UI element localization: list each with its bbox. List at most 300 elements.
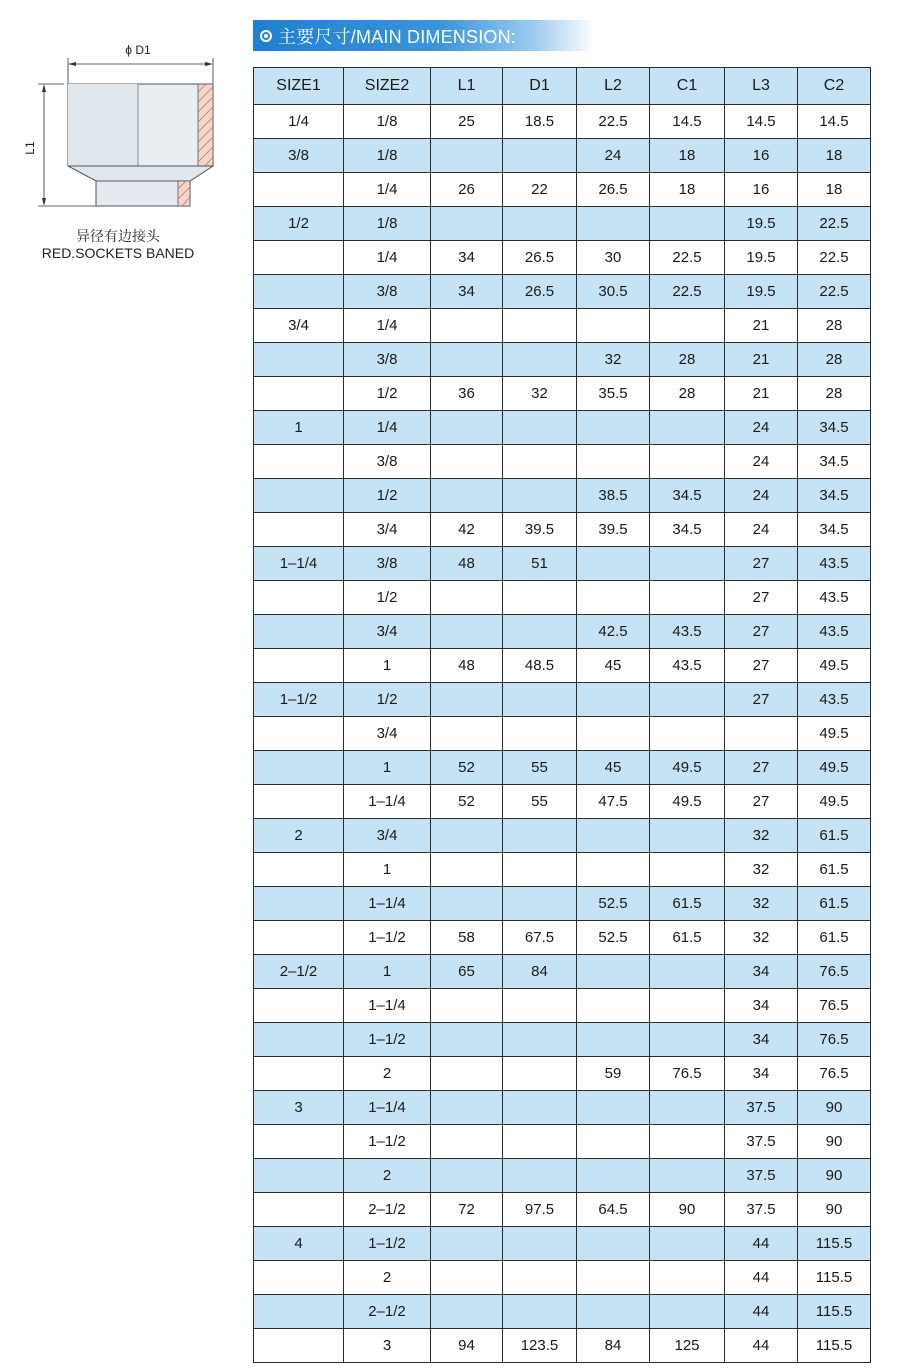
- table-cell: 37.5: [725, 1091, 798, 1125]
- table-cell: [650, 1227, 725, 1261]
- table-cell: [650, 1159, 725, 1193]
- table-cell: 30.5: [577, 275, 650, 309]
- table-cell: [650, 207, 725, 241]
- table-cell: 90: [798, 1193, 871, 1227]
- table-cell: 27: [725, 649, 798, 683]
- table-cell: 49.5: [798, 717, 871, 751]
- table-cell: 14.5: [650, 105, 725, 139]
- table-row: [254, 1159, 871, 1193]
- table-cell: 27: [725, 751, 798, 785]
- table-cell: 52.5: [577, 921, 650, 955]
- table-cell: 30: [577, 241, 650, 275]
- table-cell: 1/2: [344, 377, 431, 411]
- table-cell: 1/4: [254, 105, 344, 139]
- table-cell: 45: [577, 751, 650, 785]
- table-cell: 14.5: [798, 105, 871, 139]
- table-cell: [650, 989, 725, 1023]
- table-row: [254, 513, 871, 547]
- table-cell: 18: [798, 139, 871, 173]
- table-cell: [431, 581, 503, 615]
- table-cell: 97.5: [503, 1193, 577, 1227]
- table-cell: 45: [577, 649, 650, 683]
- table-cell: 32: [725, 887, 798, 921]
- table-row: [254, 955, 871, 989]
- table-cell: 4: [254, 1227, 344, 1261]
- table-row: [254, 1057, 871, 1091]
- table-cell: 25: [431, 105, 503, 139]
- table-cell: 24: [725, 513, 798, 547]
- table-cell: 55: [503, 785, 577, 819]
- table-cell: [254, 717, 344, 751]
- table-cell: 1/4: [344, 173, 431, 207]
- table-cell: 1/2: [344, 479, 431, 513]
- table-cell: [650, 1125, 725, 1159]
- table-cell: [254, 1125, 344, 1159]
- table-cell: [254, 785, 344, 819]
- table-row: [254, 1091, 871, 1125]
- table-cell: [431, 615, 503, 649]
- table-cell: 59: [577, 1057, 650, 1091]
- table-cell: 72: [431, 1193, 503, 1227]
- table-cell: 27: [725, 785, 798, 819]
- table-cell: [254, 275, 344, 309]
- table-cell: 2–1/2: [344, 1193, 431, 1227]
- table-cell: 43.5: [798, 683, 871, 717]
- table-row: [254, 1295, 871, 1329]
- table-cell: [503, 581, 577, 615]
- table-cell: [431, 717, 503, 751]
- table-cell: 1–1/2: [254, 683, 344, 717]
- table-cell: [650, 411, 725, 445]
- table-cell: 37.5: [725, 1159, 798, 1193]
- table-row: [254, 1023, 871, 1057]
- table-cell: 48: [431, 547, 503, 581]
- table-row: [254, 785, 871, 819]
- section-title: 主要尺寸/MAIN DIMENSION:: [278, 26, 517, 47]
- table-cell: 2: [344, 1261, 431, 1295]
- table-cell: [431, 1159, 503, 1193]
- table-cell: 34.5: [798, 513, 871, 547]
- table-cell: [254, 751, 344, 785]
- table-cell: [577, 309, 650, 343]
- table-cell: [503, 1023, 577, 1057]
- table-cell: [254, 853, 344, 887]
- table-cell: [431, 1023, 503, 1057]
- table-row: [254, 241, 871, 275]
- table-cell: 94: [431, 1329, 503, 1363]
- table-cell: 18: [650, 139, 725, 173]
- table-cell: [577, 1091, 650, 1125]
- table-cell: 34: [725, 989, 798, 1023]
- table-cell: [254, 989, 344, 1023]
- table-cell: 22.5: [650, 241, 725, 275]
- table-cell: 27: [725, 581, 798, 615]
- table-cell: [650, 1091, 725, 1125]
- table-cell: 2–1/2: [254, 955, 344, 989]
- table-cell: 49.5: [798, 751, 871, 785]
- table-cell: 3/8: [254, 139, 344, 173]
- column-header: L1: [431, 68, 503, 105]
- table-row: [254, 309, 871, 343]
- table-cell: 26.5: [503, 275, 577, 309]
- table-cell: [503, 1057, 577, 1091]
- table-cell: 48: [431, 649, 503, 683]
- table-cell: [254, 241, 344, 275]
- table-cell: 48.5: [503, 649, 577, 683]
- table-cell: [577, 1159, 650, 1193]
- table-cell: [650, 955, 725, 989]
- table-row: [254, 479, 871, 513]
- table-cell: 32: [725, 819, 798, 853]
- table-row: [254, 173, 871, 207]
- table-cell: 32: [503, 377, 577, 411]
- table-cell: [725, 717, 798, 751]
- table-cell: 1: [344, 853, 431, 887]
- table-cell: 24: [725, 445, 798, 479]
- table-row: [254, 819, 871, 853]
- table-cell: 24: [725, 411, 798, 445]
- table-cell: 1–1/2: [344, 921, 431, 955]
- dimension-l1-label: L1: [23, 141, 37, 155]
- table-cell: 32: [577, 343, 650, 377]
- table-cell: [650, 445, 725, 479]
- table-cell: 22.5: [798, 275, 871, 309]
- table-cell: [431, 1295, 503, 1329]
- column-header: SIZE2: [344, 68, 431, 105]
- table-cell: 1/2: [344, 581, 431, 615]
- table-cell: 34.5: [650, 479, 725, 513]
- table-cell: 1–1/4: [344, 989, 431, 1023]
- table-cell: 1–1/2: [344, 1023, 431, 1057]
- table-cell: [503, 309, 577, 343]
- table-cell: [254, 377, 344, 411]
- table-cell: 3/8: [344, 343, 431, 377]
- table-cell: 1–1/4: [254, 547, 344, 581]
- table-cell: [254, 1057, 344, 1091]
- table-cell: 37.5: [725, 1125, 798, 1159]
- table-row: [254, 547, 871, 581]
- column-header: D1: [503, 68, 577, 105]
- table-cell: [254, 615, 344, 649]
- table-cell: [577, 683, 650, 717]
- table-cell: 90: [798, 1159, 871, 1193]
- table-cell: 19.5: [725, 241, 798, 275]
- table-cell: 28: [650, 343, 725, 377]
- table-cell: 28: [798, 309, 871, 343]
- table-cell: [503, 683, 577, 717]
- table-cell: 34.5: [798, 445, 871, 479]
- table-cell: [650, 581, 725, 615]
- table-cell: [577, 819, 650, 853]
- table-cell: 65: [431, 955, 503, 989]
- table-cell: [431, 887, 503, 921]
- table-cell: [577, 1125, 650, 1159]
- table-cell: 38.5: [577, 479, 650, 513]
- table-cell: [431, 853, 503, 887]
- table-cell: [650, 1295, 725, 1329]
- table-cell: 22: [503, 173, 577, 207]
- table-row: [254, 139, 871, 173]
- table-cell: 22.5: [798, 241, 871, 275]
- table-cell: 34: [725, 1023, 798, 1057]
- table-cell: 1/8: [344, 207, 431, 241]
- table-cell: 1: [344, 649, 431, 683]
- table-row: [254, 207, 871, 241]
- table-cell: 84: [577, 1329, 650, 1363]
- table-cell: 34: [725, 955, 798, 989]
- table-cell: 1/8: [344, 139, 431, 173]
- table-cell: [254, 1329, 344, 1363]
- table-cell: 28: [798, 343, 871, 377]
- table-cell: 1/8: [344, 105, 431, 139]
- table-cell: 1/4: [344, 411, 431, 445]
- table-cell: 76.5: [650, 1057, 725, 1091]
- table-cell: 3: [344, 1329, 431, 1363]
- table-cell: [431, 207, 503, 241]
- table-cell: [431, 479, 503, 513]
- table-cell: 76.5: [798, 955, 871, 989]
- table-cell: [577, 411, 650, 445]
- table-cell: 18: [798, 173, 871, 207]
- table-cell: 43.5: [798, 547, 871, 581]
- table-cell: [254, 581, 344, 615]
- table-cell: 61.5: [798, 819, 871, 853]
- table-cell: 42: [431, 513, 503, 547]
- table-cell: [503, 615, 577, 649]
- table-body: [254, 105, 871, 1363]
- table-cell: 2: [344, 1159, 431, 1193]
- table-cell: [431, 683, 503, 717]
- table-cell: [503, 479, 577, 513]
- column-header: C2: [798, 68, 871, 105]
- table-cell: 19.5: [725, 207, 798, 241]
- table-cell: 28: [798, 377, 871, 411]
- table-cell: 1/4: [344, 309, 431, 343]
- reducing-socket-drawing: [20, 36, 230, 226]
- table-row: [254, 751, 871, 785]
- table-cell: 3/4: [344, 513, 431, 547]
- table-cell: [503, 1159, 577, 1193]
- table-row: [254, 581, 871, 615]
- table-cell: 52: [431, 785, 503, 819]
- table-cell: [503, 989, 577, 1023]
- table-cell: 24: [725, 479, 798, 513]
- table-cell: 39.5: [503, 513, 577, 547]
- table-cell: 43.5: [650, 649, 725, 683]
- table-cell: [431, 1057, 503, 1091]
- dimensions-table: [253, 67, 871, 1363]
- table-cell: [577, 989, 650, 1023]
- table-cell: 16: [725, 173, 798, 207]
- table-cell: [431, 411, 503, 445]
- table-cell: 61.5: [650, 887, 725, 921]
- table-cell: [650, 547, 725, 581]
- table-cell: [503, 1261, 577, 1295]
- table-cell: 34.5: [650, 513, 725, 547]
- table-cell: 52: [431, 751, 503, 785]
- table-cell: [503, 139, 577, 173]
- table-cell: [577, 445, 650, 479]
- table-cell: [431, 1125, 503, 1159]
- table-cell: [254, 513, 344, 547]
- table-cell: 125: [650, 1329, 725, 1363]
- table-cell: 61.5: [650, 921, 725, 955]
- table-cell: [577, 1261, 650, 1295]
- table-row: [254, 1261, 871, 1295]
- table-cell: 44: [725, 1295, 798, 1329]
- table-cell: 19.5: [725, 275, 798, 309]
- table-cell: 18: [650, 173, 725, 207]
- table-cell: [254, 445, 344, 479]
- table-cell: [650, 309, 725, 343]
- table-cell: 24: [577, 139, 650, 173]
- table-row: [254, 1227, 871, 1261]
- table-cell: 49.5: [798, 785, 871, 819]
- table-cell: 22.5: [577, 105, 650, 139]
- table-cell: [650, 853, 725, 887]
- table-cell: [503, 1227, 577, 1261]
- table-cell: [650, 1261, 725, 1295]
- table-row: [254, 615, 871, 649]
- product-name-en: RED.SOCKETS BANED: [41, 245, 195, 261]
- table-cell: [431, 989, 503, 1023]
- table-cell: 123.5: [503, 1329, 577, 1363]
- table-cell: 49.5: [650, 785, 725, 819]
- table-cell: 61.5: [798, 887, 871, 921]
- bullet-circle-icon: [260, 30, 272, 42]
- table-cell: 1–1/2: [344, 1227, 431, 1261]
- table-cell: [254, 887, 344, 921]
- product-name-cn: 异径有边接头: [76, 228, 160, 244]
- table-cell: 1–1/4: [344, 887, 431, 921]
- table-cell: 27: [725, 683, 798, 717]
- table-cell: 2: [344, 1057, 431, 1091]
- table-cell: 44: [725, 1261, 798, 1295]
- table-row: [254, 921, 871, 955]
- table-cell: 36: [431, 377, 503, 411]
- table-cell: 1–1/4: [344, 1091, 431, 1125]
- table-cell: [254, 479, 344, 513]
- table-cell: [431, 1091, 503, 1125]
- table-cell: [254, 1261, 344, 1295]
- table-cell: [254, 1023, 344, 1057]
- table-cell: 26.5: [503, 241, 577, 275]
- table-cell: 34.5: [798, 479, 871, 513]
- table-cell: 1: [254, 411, 344, 445]
- column-header: C1: [650, 68, 725, 105]
- table-cell: 115.5: [798, 1295, 871, 1329]
- table-cell: 61.5: [798, 853, 871, 887]
- table-row: [254, 275, 871, 309]
- table-cell: [503, 1091, 577, 1125]
- table-cell: 35.5: [577, 377, 650, 411]
- table-row: [254, 411, 871, 445]
- table-cell: 28: [650, 377, 725, 411]
- table-cell: 1: [344, 751, 431, 785]
- table-row: [254, 853, 871, 887]
- table-cell: 2: [254, 819, 344, 853]
- table-cell: [503, 887, 577, 921]
- table-cell: 64.5: [577, 1193, 650, 1227]
- table-row: [254, 717, 871, 751]
- table-cell: 21: [725, 377, 798, 411]
- table-cell: [431, 445, 503, 479]
- table-cell: 3/4: [344, 717, 431, 751]
- table-cell: [431, 309, 503, 343]
- table-cell: 61.5: [798, 921, 871, 955]
- table-cell: 115.5: [798, 1329, 871, 1363]
- table-cell: 22.5: [798, 207, 871, 241]
- table-cell: 90: [798, 1091, 871, 1125]
- table-cell: 49.5: [798, 649, 871, 683]
- table-row: [254, 445, 871, 479]
- section-banner: [253, 20, 595, 51]
- table-cell: 3/8: [344, 445, 431, 479]
- table-cell: 21: [725, 309, 798, 343]
- table-cell: [650, 717, 725, 751]
- table-cell: 1–1/2: [344, 1125, 431, 1159]
- table-cell: [503, 411, 577, 445]
- table-cell: [254, 343, 344, 377]
- table-cell: 32: [725, 921, 798, 955]
- table-cell: 2–1/2: [344, 1295, 431, 1329]
- table-cell: [503, 445, 577, 479]
- table-cell: 27: [725, 615, 798, 649]
- table-cell: [431, 1261, 503, 1295]
- table-cell: [254, 173, 344, 207]
- table-row: [254, 989, 871, 1023]
- table-cell: 32: [725, 853, 798, 887]
- table-cell: 1–1/4: [344, 785, 431, 819]
- table-cell: 76.5: [798, 989, 871, 1023]
- table-cell: 55: [503, 751, 577, 785]
- table-cell: 49.5: [650, 751, 725, 785]
- column-header: L3: [725, 68, 798, 105]
- table-cell: 34: [725, 1057, 798, 1091]
- table-cell: 18.5: [503, 105, 577, 139]
- table-cell: [577, 547, 650, 581]
- table-cell: [577, 1227, 650, 1261]
- table-cell: [254, 1193, 344, 1227]
- table-cell: 3: [254, 1091, 344, 1125]
- table-cell: [503, 819, 577, 853]
- table-cell: [577, 853, 650, 887]
- table-cell: 43.5: [798, 615, 871, 649]
- table-cell: 52.5: [577, 887, 650, 921]
- table-cell: [577, 1023, 650, 1057]
- table-cell: 34.5: [798, 411, 871, 445]
- table-cell: 3/4: [344, 819, 431, 853]
- table-cell: 47.5: [577, 785, 650, 819]
- table-cell: [254, 1295, 344, 1329]
- table-cell: [503, 717, 577, 751]
- table-cell: 90: [650, 1193, 725, 1227]
- table-cell: 84: [503, 955, 577, 989]
- table-row: [254, 683, 871, 717]
- table-cell: 43.5: [650, 615, 725, 649]
- table-cell: [503, 1125, 577, 1159]
- table-cell: 21: [725, 343, 798, 377]
- table-cell: [503, 343, 577, 377]
- column-header: L2: [577, 68, 650, 105]
- table-cell: [577, 955, 650, 989]
- table-cell: [650, 683, 725, 717]
- table-cell: 26.5: [577, 173, 650, 207]
- table-row: [254, 1125, 871, 1159]
- table-cell: 16: [725, 139, 798, 173]
- table-row: [254, 377, 871, 411]
- table-cell: 34: [431, 275, 503, 309]
